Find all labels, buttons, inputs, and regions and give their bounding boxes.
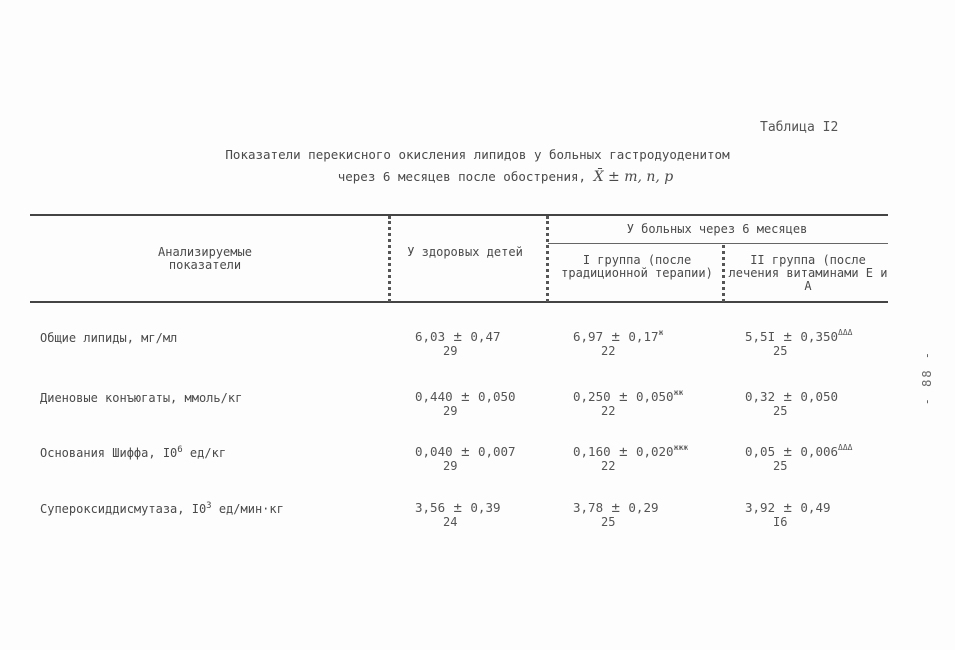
cell-n: 22 — [601, 404, 616, 418]
significance-mark: ΔΔΔ — [838, 328, 853, 337]
row-label — [40, 445, 226, 460]
cell-group1 — [573, 386, 713, 418]
table-number: Таблица I2 — [760, 120, 839, 135]
header-group-1: I группа (после традиционной терапии) — [561, 253, 713, 280]
page-number: - 88 - — [920, 350, 934, 406]
cell-value — [415, 500, 501, 515]
cell-value — [745, 500, 831, 515]
cell-n: 24 — [443, 515, 458, 529]
cell-sd: 0,47 — [470, 329, 501, 344]
cell-healthy — [415, 326, 555, 358]
header-indicators: Анализируемые показатели — [158, 245, 252, 272]
column-separator-1 — [388, 216, 391, 302]
plus-minus-sign: ± — [775, 329, 801, 345]
cell-value — [415, 389, 516, 404]
cell-mean: 3,78 — [573, 500, 604, 515]
cell-mean: 6,03 — [415, 329, 446, 344]
plus-minus-sign: ± — [445, 500, 471, 516]
significance-mark: жжж — [673, 443, 689, 452]
row-label-unit: ед/мин·кг — [211, 502, 284, 516]
header-group-2: II группа (после лечения витаминами Е и А — [728, 253, 888, 293]
cell-n: 25 — [601, 515, 616, 529]
plus-minus-sign: ± — [775, 389, 801, 405]
cell-mean: 6,97 — [573, 329, 604, 344]
cell-mean: 0,32 — [745, 389, 776, 404]
cell-healthy — [415, 441, 555, 473]
plus-minus-sign: ± — [452, 444, 478, 460]
cell-n: 29 — [443, 459, 458, 473]
cell-group2 — [745, 497, 885, 529]
cell-n: 22 — [601, 459, 616, 473]
header-healthy-children: У здоровых детей — [407, 245, 523, 259]
row-label-exponent: 3 — [206, 501, 212, 511]
cell-mean: 0,250 — [573, 389, 611, 404]
cell-mean: 0,440 — [415, 389, 453, 404]
significance-mark: ж — [658, 328, 664, 337]
cell-group1 — [573, 326, 713, 358]
plus-minus-sign: ± — [452, 389, 478, 405]
cell-sd: 0,007 — [477, 444, 516, 459]
significance-mark: ΔΔΔ — [838, 443, 853, 452]
cell-sd: 0,49 — [800, 500, 831, 515]
cell-mean: 3,92 — [745, 500, 776, 515]
row-label-unit: ед/кг — [182, 446, 227, 460]
plus-minus-sign: ± — [775, 444, 801, 460]
plus-minus-sign: ± — [603, 500, 629, 516]
row-label — [40, 501, 284, 516]
cell-group2 — [745, 386, 885, 418]
cell-value — [745, 389, 838, 404]
cell-value — [573, 444, 688, 459]
row-label-text: Диеновые конъюгаты, ммоль/кг — [40, 391, 243, 405]
cell-mean: 0,05 — [745, 444, 776, 459]
cell-sd: 0,350 — [800, 329, 839, 344]
table-title-line-1: Показатели перекисного окисления липидов у больных гастродуоденитом — [225, 147, 730, 162]
cell-value — [573, 329, 663, 344]
cell-n: 25 — [773, 459, 788, 473]
cell-mean: 0,160 — [573, 444, 611, 459]
header-patients-group — [552, 223, 882, 236]
cell-healthy — [415, 497, 555, 529]
row-label-text: Общие липиды, мг/мл — [40, 331, 178, 345]
header-patients-group-label: У больных через 6 месяцев — [626, 222, 808, 236]
table-title-line-2 — [28, 169, 955, 185]
row-label-text: Основания Шиффа, I0 — [40, 446, 178, 460]
cell-n: 29 — [443, 404, 458, 418]
cell-n: 25 — [773, 344, 788, 358]
cell-sd: 0,050 — [635, 389, 674, 404]
cell-value — [415, 329, 501, 344]
cell-value — [745, 444, 853, 459]
cell-n: 22 — [601, 344, 616, 358]
header-bottom-rule — [30, 301, 888, 303]
plus-minus-sign: ± — [445, 329, 471, 345]
cell-value — [415, 444, 516, 459]
cell-value — [573, 389, 683, 404]
cell-group2 — [745, 441, 885, 473]
table-title-line-2-text: через 6 месяцев после обострения, — [337, 169, 594, 184]
cell-value — [573, 500, 659, 515]
cell-healthy — [415, 386, 555, 418]
cell-mean: 0,040 — [415, 444, 453, 459]
plus-minus-sign: ± — [603, 329, 629, 345]
cell-mean: 3,56 — [415, 500, 446, 515]
cell-sd: 0,020 — [635, 444, 674, 459]
table-title-formula: X̄ ± m, n, p — [593, 169, 674, 185]
plus-minus-sign: ± — [610, 444, 636, 460]
cell-value — [745, 329, 853, 344]
table-top-rule — [30, 214, 888, 216]
plus-minus-sign: ± — [610, 389, 636, 405]
plus-minus-sign: ± — [775, 500, 801, 516]
row-label — [40, 330, 177, 345]
cell-group1 — [573, 441, 713, 473]
significance-mark: жж — [673, 388, 684, 397]
row-label-text: Супероксиддисмутаза, I0 — [40, 502, 207, 516]
cell-sd: 0,39 — [470, 500, 501, 515]
cell-sd: 0,050 — [800, 389, 839, 404]
cell-n: 29 — [443, 344, 458, 358]
cell-group1 — [573, 497, 713, 529]
column-separator-2 — [546, 216, 549, 302]
cell-sd: 0,17 — [628, 329, 659, 344]
cell-n: I6 — [773, 515, 788, 529]
row-label — [40, 390, 242, 405]
cell-group2 — [745, 326, 885, 358]
cell-n: 25 — [773, 404, 788, 418]
cell-sd: 0,29 — [628, 500, 659, 515]
cell-sd: 0,006 — [800, 444, 839, 459]
cell-sd: 0,050 — [477, 389, 516, 404]
row-label-exponent: 6 — [177, 445, 183, 455]
cell-mean: 5,5I — [745, 329, 776, 344]
group-header-rule — [548, 243, 888, 244]
column-separator-3 — [722, 245, 725, 302]
